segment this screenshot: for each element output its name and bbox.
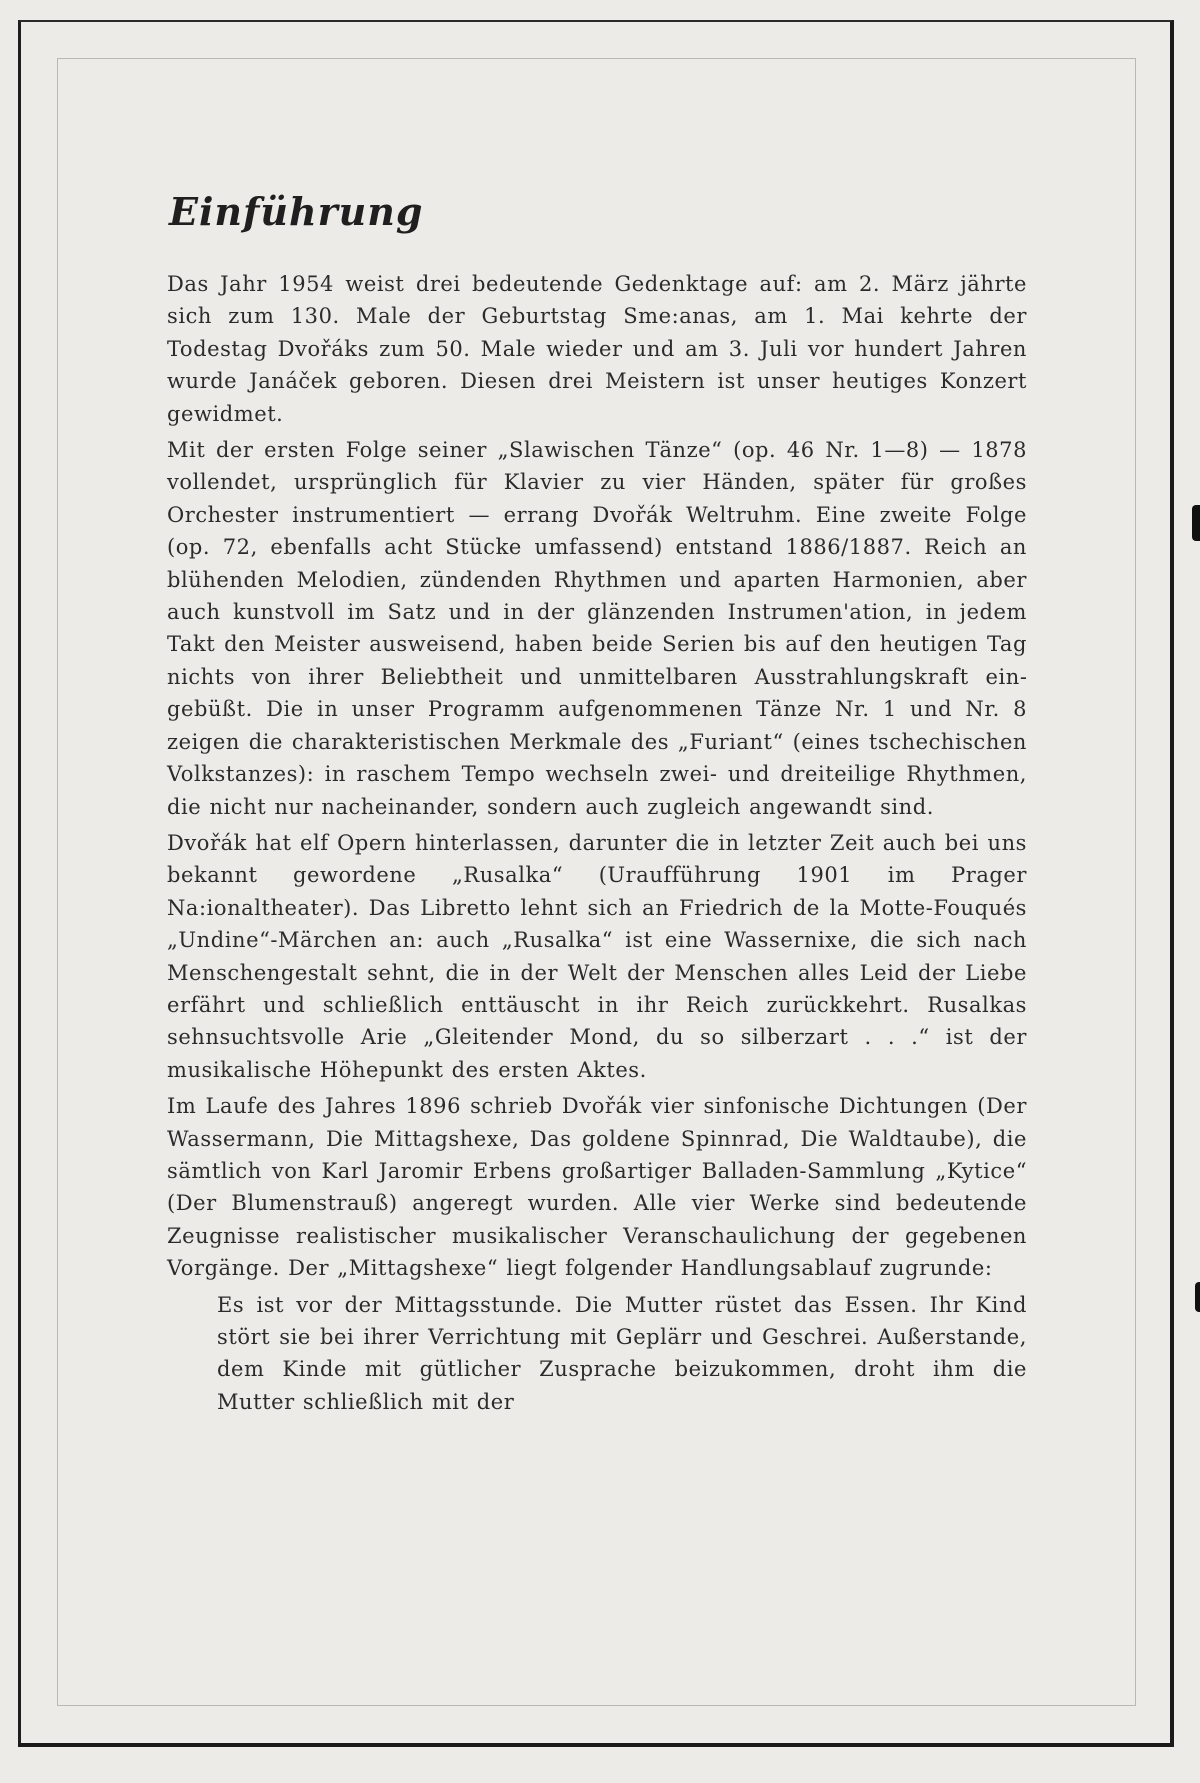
- page-title: Einführung: [169, 189, 424, 234]
- document-body: [167, 190, 1027, 1422]
- paragraph-1: Das Jahr 1954 weist drei bedeutende Gedenktage auf: am 2. März jährte sich zum 130. Male der Geburtstag Sme:anas, am 1. Mai kehrte der Todestag Dvořáks zum 50. Male wieder und am 3. Juli vor hundert Jahren wurde Janáček geboren. Diesen drei Meistern ist unser heutiges Konzert gewidmet.: [167, 272, 1027, 426]
- edge-mark-bottom: [1195, 1282, 1200, 1312]
- paragraph-3: Dvořák hat elf Opern hinterlassen, darunter die in letzter Zeit auch bei uns bekannt gewordene „Rusalka“ (Uraufführung 1901 im Prager Na:ionaltheater). Das Libretto lehnt sich an Friedrich de la Motte-Fouqués „Undine“-Märchen an: auch „Rusalka“ ist eine Wassernixe, die sich nach Menschengestalt sehnt, die in der Welt der Menschen alles Leid der Liebe erfährt und schließlich enttäuscht in ihr Reich zurückkehrt. Rusalkas sehnsuchtsvolle Arie „Gleitender Mond, du so silberzart . . .“ ist der musikalische Höhepunkt des ersten Aktes.: [167, 830, 1027, 1082]
- indented-paragraph: Es ist vor der Mittagsstunde. Die Mutter rüstet das Essen. Ihr Kind stört sie bei ihrer Verrichtung mit Geplärr und Geschrei. Außerstande, dem Kinde mit gütlicher Zusprache beizukommen, droht ihm die Mutter schließlich mit der: [217, 1292, 1027, 1414]
- paragraph-4: Im Laufe des Jahres 1896 schrieb Dvořák vier sinfonische Dichtungen (Der Wassermann, Die Mittagshexe, Das goldene Spinnrad, Die Waldtaube), die sämtlich von Karl Jaromir Erbens großartiger Balladen-Sammlung „Kytice“ (Der Blumenstrauß) angeregt wurden. Alle vier Werke sind bedeutende Zeugnisse realistischer musikalischer Veranschaulichung der gegebenen Vorgänge. Der „Mittagshexe“ liegt folgender Handlungsablauf zugrunde:: [167, 1094, 1027, 1281]
- edge-mark-top: [1192, 505, 1200, 541]
- paragraph-2: Mit der ersten Folge seiner „Slawischen Tänze“ (op. 46 Nr. 1—8) — 1878 vollendet, ursprünglich für Klavier zu vier Händen, später für großes Orchester instrumentiert — errang Dvořák Weltruhm. Eine zweite Folge (op. 72, ebenfalls acht Stücke umfassend) entstand 1886/1887. Reich an blühenden Melodien, zündenden Rhythmen und aparten Harmonien, aber auch kunstvoll im Satz und in der glänzenden Instrumen'ation, in jedem Takt den Meister ausweisend, haben beide Serien bis auf den heutigen Tag nichts von ihrer Beliebtheit und unmittelbaren Ausstrahlungskraft eingebüßt. Die in unser Programm aufgenommenen Tänze Nr. 1 und Nr. 8 zeigen die charakteristischen Merkmale des „Furiant“ (eines tschechischen Volkstanzes): in raschem Tempo wechseln zwei- und dreiteilige Rhythmen, die nicht nur nacheinander, sondern auch zugleich angewandt sind.: [167, 438, 1027, 819]
